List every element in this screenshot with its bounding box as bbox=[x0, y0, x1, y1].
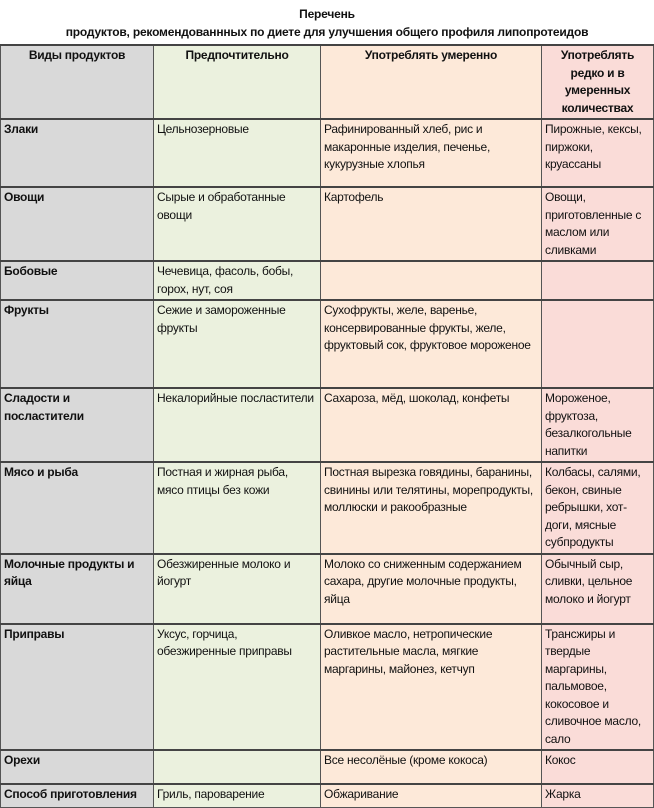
cell-preferred: Сырые и обработанные овощи bbox=[154, 187, 321, 261]
cell-product-type: Фрукты bbox=[1, 300, 154, 388]
cell-preferred: Постная и жирная рыба, мясо птицы без кожи bbox=[154, 462, 321, 554]
cell-preferred: Уксус, горчица, обезжиренные приправы bbox=[154, 624, 321, 751]
cell-rarely: Мороженое, фруктоза, безалкогольные напитки bbox=[542, 388, 654, 462]
cell-product-type: Овощи bbox=[1, 187, 154, 261]
cell-rarely bbox=[542, 300, 654, 388]
cell-rarely: Кокос bbox=[542, 750, 654, 784]
cell-moderate: Сухофрукты, желе, варенье, консервированные фрукты, желе, фруктовый сок, фруктовое мороженое bbox=[321, 300, 542, 388]
cell-product-type: Сладости и посластители bbox=[1, 388, 154, 462]
cell-preferred: Некалорийные посластители bbox=[154, 388, 321, 462]
cell-moderate: Обжаривание bbox=[321, 784, 542, 807]
cell-preferred bbox=[154, 750, 321, 784]
cell-product-type: Мясо и рыба bbox=[1, 462, 154, 554]
table-row bbox=[1, 388, 654, 462]
cell-preferred: Чечевица, фасоль, бобы, горох, нут, соя bbox=[154, 261, 321, 300]
cell-product-type: Приправы bbox=[1, 624, 154, 751]
table-row bbox=[1, 119, 654, 187]
header-product-type: Виды продуктов bbox=[1, 45, 154, 119]
cell-rarely bbox=[542, 261, 654, 300]
cell-preferred: Обезжиренные молоко и йогурт bbox=[154, 554, 321, 624]
cell-rarely: Пирожные, кексы, пиржоки, круассаны bbox=[542, 119, 654, 187]
table-row bbox=[1, 300, 654, 388]
title-line-2: продуктов, рекомендованнных по диете для улучшения общего профиля липопротеидов bbox=[65, 25, 589, 39]
cell-preferred: Гриль, пароварение bbox=[154, 784, 321, 807]
cell-moderate: Молоко со сниженным содержанием сахара, другие молочные продукты, яйца bbox=[321, 554, 542, 624]
table-row bbox=[1, 554, 654, 624]
cell-moderate: Все несолёные (кроме кокоса) bbox=[321, 750, 542, 784]
header-rarely: Употреблять редко и в умеренных количествах bbox=[542, 45, 654, 119]
cell-product-type: Злаки bbox=[1, 119, 154, 187]
cell-rarely: Овощи, приготовленные с маслом или сливками bbox=[542, 187, 654, 261]
cell-rarely: Трансжиры и твердые маргарины, пальмовое, кокосовое и сливочное масло, сало bbox=[542, 624, 654, 751]
cell-moderate: Сахароза, мёд, шоколад, конфеты bbox=[321, 388, 542, 462]
cell-moderate: Постная вырезка говядины, баранины, свинины или телятины, морепродукты, моллюски и ракообразные bbox=[321, 462, 542, 554]
cell-moderate: Картофель bbox=[321, 187, 542, 261]
table-row bbox=[1, 784, 654, 807]
cell-preferred: Сежие и замороженные фрукты bbox=[154, 300, 321, 388]
header-row bbox=[1, 45, 654, 119]
cell-moderate bbox=[321, 261, 542, 300]
cell-rarely: Колбасы, салями, бекон, свиные ребрышки, хот-доги, мясные субпродукты bbox=[542, 462, 654, 554]
cell-moderate: Оливкое масло, нетропические растительные масла, мягкие маргарины, майонез, кетчуп bbox=[321, 624, 542, 751]
table-row bbox=[1, 187, 654, 261]
table-row bbox=[1, 462, 654, 554]
cell-product-type: Молочные продукты и яйца bbox=[1, 554, 154, 624]
header-moderate: Употреблять умеренно bbox=[321, 45, 542, 119]
cell-product-type: Способ приготовления bbox=[1, 784, 154, 807]
document-title bbox=[0, 0, 654, 44]
cell-preferred: Цельнозерновые bbox=[154, 119, 321, 187]
food-table bbox=[0, 44, 654, 808]
cell-rarely: Обычный сыр, сливки, цельное молоко и йогурт bbox=[542, 554, 654, 624]
cell-rarely: Жарка bbox=[542, 784, 654, 807]
table-row bbox=[1, 261, 654, 300]
title-line-1: Перечень bbox=[299, 7, 355, 21]
cell-moderate: Рафинированный хлеб, рис и макаронные изделия, печенье, кукурузные хлопья bbox=[321, 119, 542, 187]
cell-product-type: Бобовые bbox=[1, 261, 154, 300]
table-row bbox=[1, 624, 654, 751]
table-row bbox=[1, 750, 654, 784]
cell-product-type: Орехи bbox=[1, 750, 154, 784]
header-preferred: Предпочтительно bbox=[154, 45, 321, 119]
